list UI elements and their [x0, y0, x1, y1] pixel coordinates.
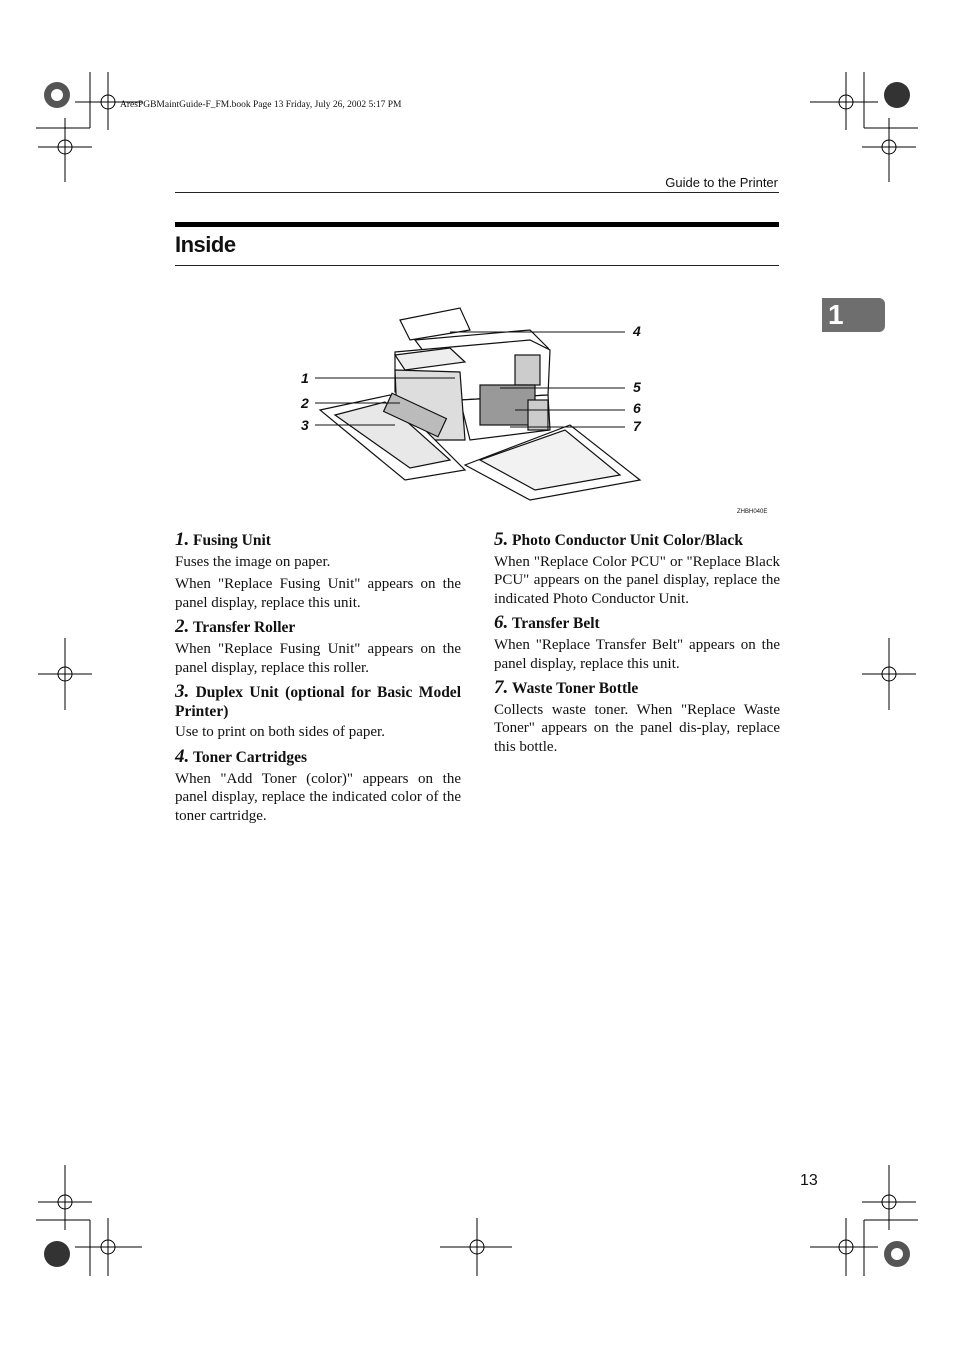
item-text: When "Replace Transfer Belt" appears on the panel display, replace this unit. — [494, 636, 780, 672]
item-title: Transfer Belt — [512, 615, 600, 633]
item-text: Collects waste toner. When "Replace Waste Toner" appears on the panel dis-play, replace this bottle. — [494, 701, 780, 755]
item-5 — [494, 531, 780, 608]
item-number: 4. — [175, 745, 190, 767]
item-number: 2. — [175, 616, 190, 638]
section-title: Inside — [175, 232, 236, 257]
item-number: 3. — [175, 681, 190, 703]
item-text: When "Replace Fusing Unit" appears on the panel display, replace this unit. — [175, 576, 461, 611]
title-rule-bottom — [175, 265, 779, 266]
item-4 — [175, 745, 461, 825]
item-7 — [494, 679, 780, 756]
item-title: Duplex Unit (optional for Basic Model Printer) — [175, 684, 461, 720]
callout-4: 4 — [633, 323, 641, 339]
item-text: When "Add Toner (color)" appears on the panel display, replace the indicated color of the toner cartridge. — [175, 770, 461, 824]
item-title: Transfer Roller — [193, 619, 296, 637]
item-3 — [175, 683, 461, 742]
callout-5: 5 — [633, 379, 641, 395]
item-text: When "Replace Fusing Unit" appears on the panel display, replace this roller. — [175, 640, 461, 676]
item-title: Fusing Unit — [193, 532, 271, 549]
item-number: 7. — [494, 677, 509, 699]
figure-code: ZHBH040E — [737, 509, 768, 515]
page-number: 13 — [800, 1172, 818, 1189]
item-text: Use to print on both sides of paper. — [175, 724, 385, 741]
item-6 — [494, 614, 780, 673]
callout-2: 2 — [301, 395, 309, 411]
item-text: Fuses the image on paper. — [175, 553, 331, 570]
item-number: 5. — [494, 529, 509, 550]
item-2 — [175, 618, 461, 677]
running-head: Guide to the Printer — [665, 175, 778, 190]
callout-6: 6 — [633, 400, 641, 416]
item-title: Toner Cartridges — [193, 748, 308, 766]
header-rule — [175, 192, 779, 193]
callout-7: 7 — [633, 418, 641, 434]
callout-leaders — [300, 320, 640, 440]
item-title: Photo Conductor Unit Color/Black — [512, 532, 743, 549]
chapter-tab: 1 — [822, 298, 885, 332]
item-1 — [175, 531, 461, 612]
file-info: AresPGBMaintGuide-F_FM.book Page 13 Friday, July 26, 2002 5:17 PM — [120, 100, 402, 110]
item-title: Waste Toner Bottle — [512, 680, 639, 698]
item-number: 1. — [175, 529, 190, 550]
item-text: When "Replace Color PCU" or "Replace Black PCU" appears on the panel display, replace the indicated Photo Conductor Unit. — [494, 553, 780, 607]
right-column — [494, 525, 780, 761]
item-number: 6. — [494, 612, 509, 634]
callout-3: 3 — [301, 417, 309, 433]
title-rule-top — [175, 222, 779, 227]
callout-1: 1 — [301, 370, 309, 386]
left-column — [175, 525, 461, 829]
